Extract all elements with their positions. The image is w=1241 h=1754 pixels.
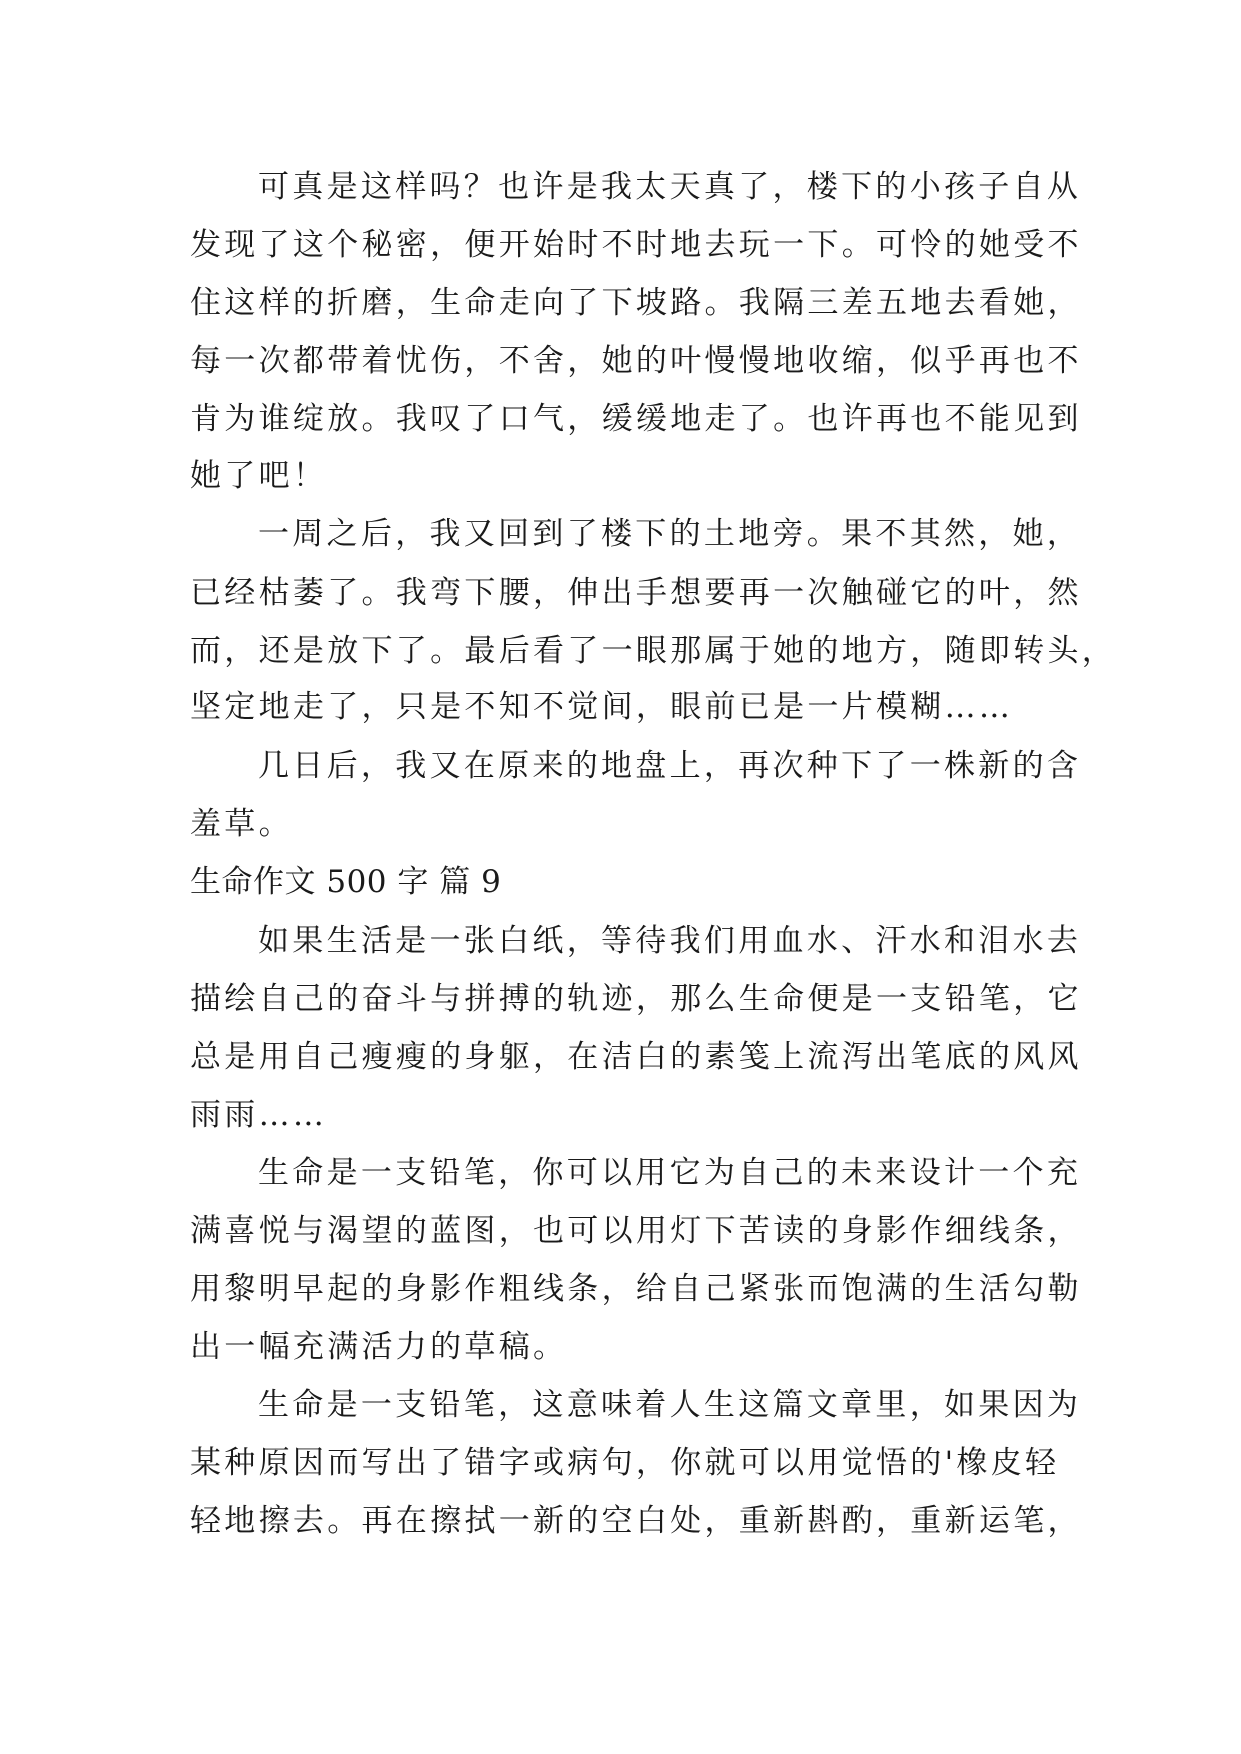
text-line: 总是用自己瘦瘦的身躯，在洁白的素笺上流泻出笔底的风风 xyxy=(190,1039,1082,1075)
text-line: 某种原因而写出了错字或病句，你就可以用觉悟的'橡皮轻 xyxy=(190,1445,1060,1481)
text-line: 出一幅充满活力的草稿。 xyxy=(190,1329,568,1365)
section-heading: 生命作文 500 字 篇 9 xyxy=(190,864,502,900)
text-line: 满喜悦与渴望的蓝图，也可以用灯下苦读的身影作细线条， xyxy=(190,1213,1082,1249)
text-line: 几日后，我又在原来的地盘上，再次种下了一株新的含 xyxy=(258,748,1082,784)
text-line: 描绘自己的奋斗与拼搏的轨迹，那么生命便是一支铅笔，它 xyxy=(190,981,1082,1017)
text-line: 她了吧！ xyxy=(190,458,328,494)
text-line: 发现了这个秘密，便开始时不时地去玩一下。可怜的她受不 xyxy=(190,227,1082,263)
text-line: 肯为谁绽放。我叹了口气，缓缓地走了。也许再也不能见到 xyxy=(190,401,1082,437)
text-line: 坚定地走了，只是不知不觉间，眼前已是一片模糊…… xyxy=(190,689,1014,725)
text-line: 已经枯萎了。我弯下腰，伸出手想要再一次触碰它的叶，然 xyxy=(190,575,1082,611)
text-line: 住这样的折磨，生命走向了下坡路。我隔三差五地去看她， xyxy=(190,285,1082,321)
text-line: 可真是这样吗？也许是我太天真了，楼下的小孩子自从 xyxy=(258,169,1082,205)
text-line: 生命是一支铅笔，这意味着人生这篇文章里，如果因为 xyxy=(258,1387,1082,1423)
text-line: 如果生活是一张白纸，等待我们用血水、汗水和泪水去 xyxy=(258,923,1082,959)
text-line: 用黎明早起的身影作粗线条，给自己紧张而饱满的生活勾勒 xyxy=(190,1271,1082,1307)
text-line: 雨雨…… xyxy=(190,1097,328,1133)
text-line: 每一次都带着忧伤，不舍，她的叶慢慢地收缩，似乎再也不 xyxy=(190,343,1082,379)
text-line: 生命是一支铅笔，你可以用它为自己的未来设计一个充 xyxy=(258,1155,1082,1191)
text-line: 轻地擦去。再在擦拭一新的空白处，重新斟酌，重新运笔， xyxy=(190,1503,1082,1539)
text-line: 而，还是放下了。最后看了一眼那属于她的地方，随即转头， xyxy=(190,633,1117,669)
text-line: 羞草。 xyxy=(190,806,293,842)
text-line: 一周之后，我又回到了楼下的土地旁。果不其然，她， xyxy=(258,516,1082,552)
